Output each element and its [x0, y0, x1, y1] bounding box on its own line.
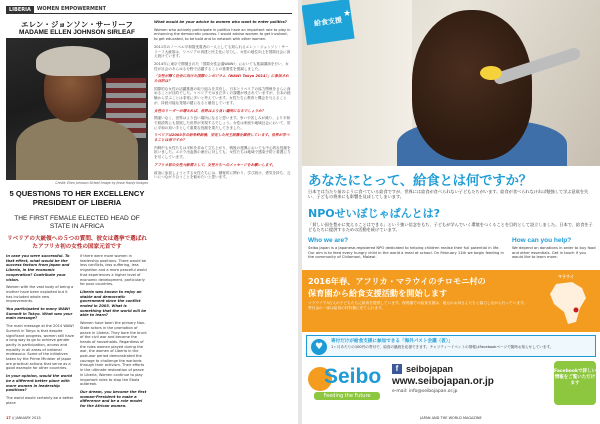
interview-answer: if there were more women in leadership positions. There would be less conflicts, less suffering, less migration and a more peaceful world that experiences a higher level of economic development, particularly for poor countries. — [80, 254, 147, 287]
interview-answer: Women who actively participate in politics have an important role to play in enhancing the democratic process. I would advise women to get involved, to get educated, to be bold and to network with other women. — [154, 27, 291, 42]
page-number: 17 — [6, 416, 11, 420]
map-label: マラウイ — [558, 274, 574, 279]
interview-question: You participated to many WAW! Summit in Tokyo. What was your main message? — [6, 307, 73, 321]
article-column-c — [154, 20, 292, 410]
interview-question: 女性のリーダーが増えれば、世界はより良い場所になるでしょうか？ — [154, 108, 266, 113]
article-column-a — [6, 254, 74, 410]
interview-answer: 間違いなく、世界はより良い場所になると思います。争いや苦しみが減り、より平和で経済的にも発展した世界が実現するでしょう。女性は家庭や地域社会において、常に平和の担い手として重要な役割を果たしてきました。 — [154, 116, 291, 130]
who-we-are-heading: Who we are? — [308, 237, 349, 244]
interview-answer: 2011年のノーベル平和賞受賞者の一人としても知られるエレン・ジョンソン・サーリーフ大統領は、リベリアの再建と民主化に尽力し、女性の地位向上を国際社会に訴え続けています。 — [154, 44, 291, 59]
who-we-are-body: Seibo Japan is a Japanese-registered NPO dedicated to helping children realise their full potential in life. Our aim is to feed every hungry child in the world a meal at school. On February 11th we begin feeding in the community of Chilomoni, Malawi. — [308, 246, 504, 260]
donation-body: 1ヶ月あたりの100円の寄付で、給食の継続を応援できます。チャリティーイベントの情報はFacebookページで随時お知らせしています。 — [331, 345, 554, 349]
interview-title-jp: リベリアの大統領への５つの質問、彼女は選挙で選ばれたアフリカ初の女性の国家元首です — [7, 236, 147, 250]
interview-question: Liberia was known to enjoy an stable and democratic government since the conflict ended in 2003. What is something that the world will be able to learn? — [80, 289, 147, 318]
interview-answer: Women with the vast body of being a mother have been exploited but it has included whole new improvements. — [6, 285, 74, 304]
star-icon: ★ — [343, 9, 352, 19]
malawi-announcement — [302, 270, 600, 332]
interview-question: What would be your advice to women who want to enter politics? — [154, 20, 287, 24]
interview-answer: 政治に参加しようとする女性たちには、積極的に関わり、学び続け、勇気を持ち、互いにつながり合うことを勧めたいと思います。 — [154, 170, 291, 180]
interview-answer: 2014年に東京で開催された「国際女性会議WAW!」においても基調講演を行い、女性が社会のあらゆる分野で活躍することの重要性を強調しました。 — [154, 61, 289, 71]
facebook-promo[interactable]: Facebookで詳しい情報をご覧いただけます — [554, 361, 596, 405]
feature-headline: あなたにとって、給食とは何ですか？ — [308, 173, 532, 189]
interview-question: 「女性が輝く社会に向けた国際シンポジウム（WAW! Tokyo 2014）」に参加された目的は？ — [154, 74, 289, 84]
donation-title: 寄付だけが給食支援に参加できる「海外パスト会議（仮）」 — [331, 339, 453, 344]
interview-answer: The main message at the 2014 WAW! Summit in Tokyo is that despite significant progress, women still have a long way to go to achieve gender parity in participation, access and equality in all areas of national endeavour. Some of the initiatives taken by the Prime Minister of Japan are practical actions that serve as a good example for other countries. — [6, 324, 74, 371]
how-to-help-heading: How can you help? — [512, 237, 572, 244]
interview-answer: 内戦中も女性たちは平和を求めて立ち上がり、戦後の復興においても中心的な役割を担いました。エボラ出血熱の流行に対しても、女性たちは地域で感染予防と看護に力を尽くしています。 — [154, 145, 291, 160]
logo-tagline: Feeding the Future — [314, 392, 380, 400]
contact-block — [392, 364, 542, 396]
article-column-b — [80, 254, 148, 410]
photo-child — [412, 10, 532, 160]
interview-question: アフリカ初の女性大統領として、女性たちへのメッセージをお願いします。 — [154, 162, 276, 167]
name-english: MADAME ELLEN JOHNSON SIRLEAF — [19, 29, 135, 36]
name-japanese: エレン・ジョンソン・サーリーフ — [21, 20, 133, 29]
interview-question: Our dream, you become the first woman-President to make a difference and be a role model for the African women. — [80, 389, 147, 409]
interview-question: In your opinion, would the world be a different better place with more women in leadership positions? — [6, 374, 72, 393]
announcement-line-1: 2016年春、アフリカ・マラウイのチロモニ村の — [308, 276, 486, 286]
interview-title: 5 QUESTIONS TO HER EXCELLENCY PRESIDENT OF LIBERIA — [9, 189, 145, 207]
food-graphic — [480, 66, 502, 80]
seibo-logo — [308, 361, 382, 405]
page-footer-left: 17 // JANUARY 2015 — [6, 416, 41, 420]
interview-question: リベリアは2003年の紛争終結後、安定した民主政権を維持しています。世界が学べることは何ですか？ — [154, 133, 290, 143]
subsection-label: WOMEN EMPOWERMENT — [34, 5, 292, 14]
interview-question: In case you were successful. To that effect, what would be the success factors from Japan and Liberia, in the economic cooperation? Contribute your vision. — [6, 254, 70, 282]
left-page — [0, 0, 298, 424]
donation-info-box — [306, 335, 596, 357]
issue-date: JANUARY 2015 — [15, 416, 41, 420]
president-portrait — [6, 38, 148, 180]
website-link[interactable]: www.seibojapan.or.jp — [392, 376, 494, 387]
section-label: LIBERIA — [6, 6, 34, 14]
npo-intro: 「貧しい国を豊かに変えることはできる」という強い信念をもち、子どもが学んでいく環境をつくることを目的として設立しました。日本で、給食を子どもたちに提供するための活動を続けています。 — [308, 222, 593, 233]
heart-icon: ♥ — [311, 339, 327, 355]
right-page — [302, 0, 600, 424]
photo-caption: Credit: Ellen Johnson Sirleaf Image by Jesse Hardy Images — [55, 181, 148, 185]
how-to-help-body: We depend on donations in order to buy food and other essentials. Get in touch if you would like to learn more. — [512, 246, 596, 260]
logo-wordmark: Seibo — [324, 365, 382, 388]
announcement-line-2: 保育園から給食支援活動を開始します — [308, 288, 448, 298]
email-link[interactable]: e-mail: info@seibojapan.or.jp — [392, 389, 458, 394]
page-footer-right: JAPAN AND THE WORLD MAGAZINE — [420, 416, 482, 420]
interview-subtitle: THE FIRST FEMALE ELECTED HEAD OF STATE IN AFRICA — [14, 215, 140, 230]
feature-badge: 給食支援 — [302, 0, 355, 45]
feature-intro: 日本では当たり前のように食べている給食ですが、世界には給食が食べられない子どもたちがいます。給食が食べられなければ勉強して学ぶ意欲を失い、子どもの将来にも影響を及ぼしてしまいます。 — [308, 189, 589, 200]
africa-map-icon — [542, 278, 596, 328]
facebook-icon: f — [392, 364, 402, 374]
announcement-body: マラウイで3万人の子どもたちに給食を提供しています。保育園での給食支援は、地元のお母さんたちと協力しながら行っています。寄付金の一部は給食の材料費に充てられます。 — [308, 301, 528, 310]
interview-answer: The world would certainly be a better place — [6, 395, 74, 405]
interview-answer: Women have been the primary Non-State actors in the promotion of peace in Liberia. They bore the brunt of the civil war and became the heads of households. Regardless of the roles women played during the war, the women of Liberia in the post-war period demonstrated the courage to challenge the warlords through their activism. Their efforts in the ultimate restoration of peace in Liberia, Women continue to play important roles to stop the Ebola outbreak. — [80, 321, 147, 387]
npo-heading: NPOせいぼじゃぱんとは? — [308, 207, 440, 220]
portrait-body — [16, 118, 138, 180]
interview-answer: 国際的な女性の活躍推進の取り組みを共有し、日本とリベリアの協力関係をさらに深めることが目的でした。リベリアではまだ多くの課題が残されていますが、日本の経験から学ぶことは非常に多いと考えています。女性たちに教育と機会を与えることが、持続可能な発展の鍵になると確信しています。 — [154, 86, 291, 105]
section-header — [6, 5, 292, 14]
facebook-link[interactable]: seibojapan — [406, 364, 454, 374]
portrait-headwrap — [36, 46, 110, 76]
